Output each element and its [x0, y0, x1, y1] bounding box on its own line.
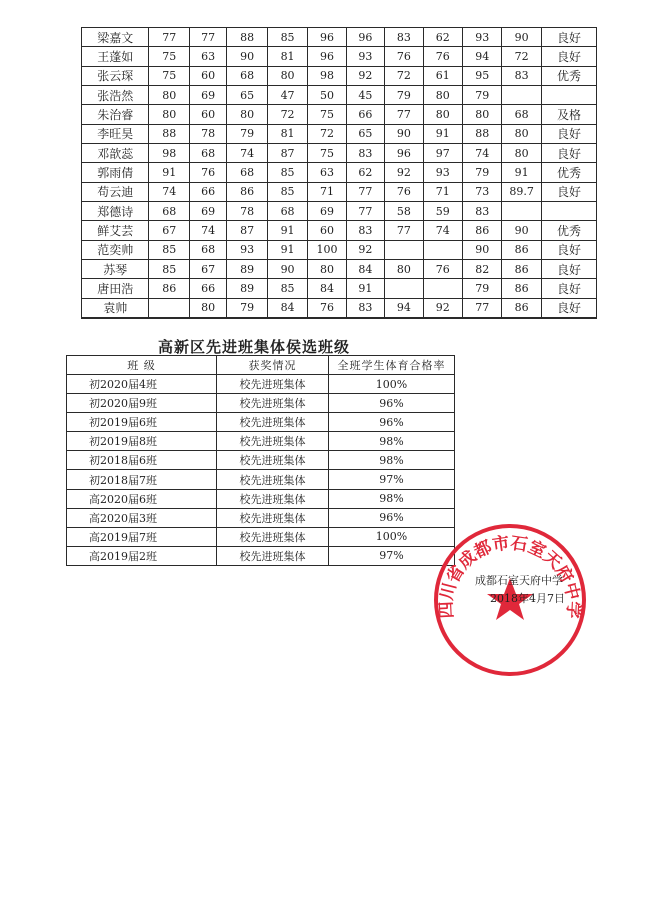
class-name: 初2018届6班	[67, 451, 217, 470]
student-scores-table	[81, 27, 597, 319]
score-cell: 88	[149, 124, 189, 143]
score-row	[82, 201, 597, 220]
grade-remark: 良好	[541, 47, 596, 66]
score-cell: 76	[189, 163, 226, 182]
score-cell	[502, 201, 541, 220]
class-list-title: 高新区先进班集体侯选班级	[158, 338, 351, 356]
score-cell: 80	[227, 105, 267, 124]
score-cell: 76	[385, 47, 423, 66]
score-cell: 74	[149, 182, 189, 201]
student-name: 郭雨倩	[82, 163, 149, 182]
score-cell: 89	[227, 259, 267, 278]
score-row	[82, 221, 597, 240]
class-name: 高2020届6班	[67, 489, 217, 508]
pass-rate: 100%	[329, 375, 455, 394]
pass-rate: 98%	[329, 432, 455, 451]
score-cell: 95	[462, 66, 501, 85]
score-row	[82, 143, 597, 162]
student-name: 王蓬如	[82, 47, 149, 66]
score-cell: 86	[502, 240, 541, 259]
grade-remark: 良好	[541, 143, 596, 162]
grade-remark: 良好	[541, 259, 596, 278]
score-cell: 92	[346, 66, 384, 85]
score-cell: 80	[308, 259, 346, 278]
student-name: 袁帅	[82, 298, 149, 318]
score-cell: 87	[267, 143, 307, 162]
score-cell: 72	[267, 105, 307, 124]
score-cell: 68	[227, 163, 267, 182]
score-cell: 71	[423, 182, 462, 201]
score-cell: 72	[308, 124, 346, 143]
class-row	[67, 432, 455, 451]
grade-remark: 良好	[541, 182, 596, 201]
score-cell: 89.7	[502, 182, 541, 201]
score-cell: 80	[462, 105, 501, 124]
score-cell: 80	[189, 298, 226, 318]
score-cell	[149, 298, 189, 318]
score-cell: 85	[267, 163, 307, 182]
score-row	[82, 298, 597, 318]
score-cell	[423, 279, 462, 298]
score-cell: 92	[423, 298, 462, 318]
score-cell: 89	[227, 279, 267, 298]
pass-rate: 96%	[329, 394, 455, 413]
score-cell: 80	[149, 105, 189, 124]
class-name: 高2019届7班	[67, 527, 217, 546]
score-cell: 61	[423, 66, 462, 85]
score-cell: 91	[346, 279, 384, 298]
student-name: 邓歆蕊	[82, 143, 149, 162]
score-cell: 100	[308, 240, 346, 259]
score-cell: 73	[462, 182, 501, 201]
score-row	[82, 182, 597, 201]
student-name: 朱治睿	[82, 105, 149, 124]
score-cell: 60	[189, 66, 226, 85]
pass-rate: 97%	[329, 546, 455, 565]
score-cell: 77	[346, 182, 384, 201]
score-cell: 68	[189, 143, 226, 162]
score-cell: 84	[346, 259, 384, 278]
grade-remark: 优秀	[541, 163, 596, 182]
score-cell: 86	[502, 279, 541, 298]
score-cell: 60	[308, 221, 346, 240]
class-candidates-table	[66, 355, 455, 566]
score-cell: 91	[423, 124, 462, 143]
score-cell: 58	[385, 201, 423, 220]
score-cell: 98	[149, 143, 189, 162]
score-cell: 76	[385, 182, 423, 201]
score-cell: 83	[346, 221, 384, 240]
class-row	[67, 451, 455, 470]
score-cell: 65	[227, 85, 267, 104]
class-row	[67, 508, 455, 527]
class-table-header	[67, 356, 455, 375]
score-cell: 79	[227, 124, 267, 143]
score-cell: 93	[227, 240, 267, 259]
score-cell: 65	[346, 124, 384, 143]
class-name: 高2020届3班	[67, 508, 217, 527]
score-cell: 78	[189, 124, 226, 143]
score-cell: 96	[346, 28, 384, 47]
score-cell	[502, 85, 541, 104]
score-cell: 96	[308, 47, 346, 66]
score-cell: 68	[267, 201, 307, 220]
score-cell: 66	[189, 182, 226, 201]
score-cell: 75	[308, 143, 346, 162]
score-row	[82, 124, 597, 143]
score-cell: 90	[502, 28, 541, 47]
class-name: 初2019届8班	[67, 432, 217, 451]
score-cell: 84	[267, 298, 307, 318]
score-row	[82, 259, 597, 278]
score-cell: 86	[462, 221, 501, 240]
score-cell: 93	[423, 163, 462, 182]
score-row	[82, 66, 597, 85]
score-cell: 79	[385, 85, 423, 104]
pass-rate: 96%	[329, 508, 455, 527]
score-cell: 82	[462, 259, 501, 278]
grade-remark	[541, 85, 596, 104]
award-status: 校先进班集体	[217, 527, 329, 546]
score-cell	[385, 279, 423, 298]
score-cell: 93	[346, 47, 384, 66]
score-cell: 92	[385, 163, 423, 182]
score-cell: 50	[308, 85, 346, 104]
seal-text: 四川省成都市石室天府中学	[436, 533, 584, 619]
class-row	[67, 546, 455, 565]
score-cell: 75	[149, 47, 189, 66]
header-class: 班 级	[67, 356, 217, 375]
award-status: 校先进班集体	[217, 413, 329, 432]
class-row	[67, 489, 455, 508]
score-cell: 69	[189, 85, 226, 104]
score-cell: 72	[502, 47, 541, 66]
score-cell: 69	[308, 201, 346, 220]
score-cell: 84	[308, 279, 346, 298]
class-name: 高2019届2班	[67, 546, 217, 565]
score-cell: 85	[267, 28, 307, 47]
score-cell: 77	[346, 201, 384, 220]
student-name: 郑德诗	[82, 201, 149, 220]
class-row	[67, 527, 455, 546]
score-cell: 83	[346, 298, 384, 318]
score-cell: 62	[346, 163, 384, 182]
score-cell: 91	[267, 240, 307, 259]
award-status: 校先进班集体	[217, 489, 329, 508]
class-name: 初2019届6班	[67, 413, 217, 432]
score-cell: 93	[462, 28, 501, 47]
class-row	[67, 413, 455, 432]
class-row	[67, 375, 455, 394]
student-name: 李旺昊	[82, 124, 149, 143]
score-cell: 80	[385, 259, 423, 278]
student-name: 苏琴	[82, 259, 149, 278]
score-cell: 90	[267, 259, 307, 278]
score-cell: 77	[385, 221, 423, 240]
score-cell: 78	[227, 201, 267, 220]
score-cell: 83	[346, 143, 384, 162]
class-name: 初2020届9班	[67, 394, 217, 413]
score-cell: 66	[189, 279, 226, 298]
score-cell: 74	[423, 221, 462, 240]
student-name: 张云琛	[82, 66, 149, 85]
score-cell: 92	[346, 240, 384, 259]
score-cell: 80	[267, 66, 307, 85]
score-cell: 76	[423, 259, 462, 278]
score-cell	[423, 240, 462, 259]
grade-remark: 良好	[541, 279, 596, 298]
student-name: 鲜艾芸	[82, 221, 149, 240]
award-status: 校先进班集体	[217, 546, 329, 565]
score-cell: 94	[462, 47, 501, 66]
score-row	[82, 28, 597, 47]
signing-date: 2018年4月7日	[490, 592, 565, 605]
score-cell: 81	[267, 47, 307, 66]
score-row	[82, 105, 597, 124]
score-cell: 88	[462, 124, 501, 143]
score-cell: 68	[149, 201, 189, 220]
score-cell: 91	[502, 163, 541, 182]
pass-rate: 100%	[329, 527, 455, 546]
score-row	[82, 47, 597, 66]
score-cell: 63	[308, 163, 346, 182]
score-cell: 75	[149, 66, 189, 85]
score-cell: 90	[227, 47, 267, 66]
student-name: 范奕帅	[82, 240, 149, 259]
award-status: 校先进班集体	[217, 394, 329, 413]
score-cell: 59	[423, 201, 462, 220]
score-cell: 85	[267, 279, 307, 298]
score-cell: 98	[308, 66, 346, 85]
score-cell: 72	[385, 66, 423, 85]
award-status: 校先进班集体	[217, 470, 329, 489]
score-cell: 91	[149, 163, 189, 182]
score-cell: 80	[149, 85, 189, 104]
score-cell: 75	[308, 105, 346, 124]
class-name: 初2018届7班	[67, 470, 217, 489]
score-cell: 68	[227, 66, 267, 85]
score-cell: 74	[227, 143, 267, 162]
pass-rate: 98%	[329, 451, 455, 470]
score-cell: 85	[149, 240, 189, 259]
grade-remark	[541, 201, 596, 220]
score-cell: 68	[189, 240, 226, 259]
score-cell: 96	[308, 28, 346, 47]
score-cell: 62	[423, 28, 462, 47]
score-cell: 80	[423, 105, 462, 124]
grade-remark: 良好	[541, 28, 596, 47]
grade-remark: 良好	[541, 298, 596, 318]
score-cell: 86	[149, 279, 189, 298]
award-status: 校先进班集体	[217, 451, 329, 470]
student-name: 梁嘉文	[82, 28, 149, 47]
score-cell: 77	[385, 105, 423, 124]
score-cell: 86	[227, 182, 267, 201]
class-name: 初2020届4班	[67, 375, 217, 394]
score-row	[82, 279, 597, 298]
score-cell: 79	[462, 85, 501, 104]
score-cell: 79	[462, 279, 501, 298]
class-row	[67, 394, 455, 413]
grade-remark: 优秀	[541, 66, 596, 85]
score-row	[82, 240, 597, 259]
score-cell: 90	[385, 124, 423, 143]
score-cell: 80	[502, 143, 541, 162]
score-cell: 77	[462, 298, 501, 318]
header-pass-rate: 全班学生体育合格率	[329, 356, 455, 375]
score-cell: 74	[189, 221, 226, 240]
score-cell: 83	[385, 28, 423, 47]
score-cell: 76	[308, 298, 346, 318]
score-cell: 74	[462, 143, 501, 162]
score-cell: 86	[502, 298, 541, 318]
score-cell: 81	[267, 124, 307, 143]
score-cell: 85	[149, 259, 189, 278]
score-cell: 66	[346, 105, 384, 124]
class-row	[67, 470, 455, 489]
score-cell: 67	[149, 221, 189, 240]
score-cell: 83	[502, 66, 541, 85]
score-cell: 77	[149, 28, 189, 47]
score-cell: 91	[267, 221, 307, 240]
score-cell: 90	[462, 240, 501, 259]
student-name: 苟云迪	[82, 182, 149, 201]
score-cell: 88	[227, 28, 267, 47]
score-cell: 83	[462, 201, 501, 220]
score-cell: 68	[502, 105, 541, 124]
score-cell: 60	[189, 105, 226, 124]
score-cell: 67	[189, 259, 226, 278]
score-cell: 76	[423, 47, 462, 66]
score-cell: 80	[423, 85, 462, 104]
score-cell: 77	[189, 28, 226, 47]
score-cell: 63	[189, 47, 226, 66]
pass-rate: 98%	[329, 489, 455, 508]
score-cell: 45	[346, 85, 384, 104]
score-cell: 69	[189, 201, 226, 220]
score-row	[82, 85, 597, 104]
score-cell	[385, 240, 423, 259]
award-status: 校先进班集体	[217, 375, 329, 394]
header-award: 获奖情况	[217, 356, 329, 375]
score-cell: 90	[502, 221, 541, 240]
score-cell: 71	[308, 182, 346, 201]
score-cell: 96	[385, 143, 423, 162]
score-cell: 47	[267, 85, 307, 104]
grade-remark: 良好	[541, 124, 596, 143]
score-cell: 94	[385, 298, 423, 318]
grade-remark: 及格	[541, 105, 596, 124]
signing-organization: 成都石室天府中学	[475, 574, 563, 587]
score-row	[82, 163, 597, 182]
student-name: 唐田浩	[82, 279, 149, 298]
pass-rate: 96%	[329, 413, 455, 432]
score-cell: 97	[423, 143, 462, 162]
score-cell: 87	[227, 221, 267, 240]
pass-rate: 97%	[329, 470, 455, 489]
award-status: 校先进班集体	[217, 432, 329, 451]
score-cell: 80	[502, 124, 541, 143]
score-cell: 86	[502, 259, 541, 278]
student-name: 张浩然	[82, 85, 149, 104]
grade-remark: 优秀	[541, 221, 596, 240]
score-cell: 79	[227, 298, 267, 318]
score-cell: 79	[462, 163, 501, 182]
score-cell: 85	[267, 182, 307, 201]
award-status: 校先进班集体	[217, 508, 329, 527]
grade-remark: 良好	[541, 240, 596, 259]
